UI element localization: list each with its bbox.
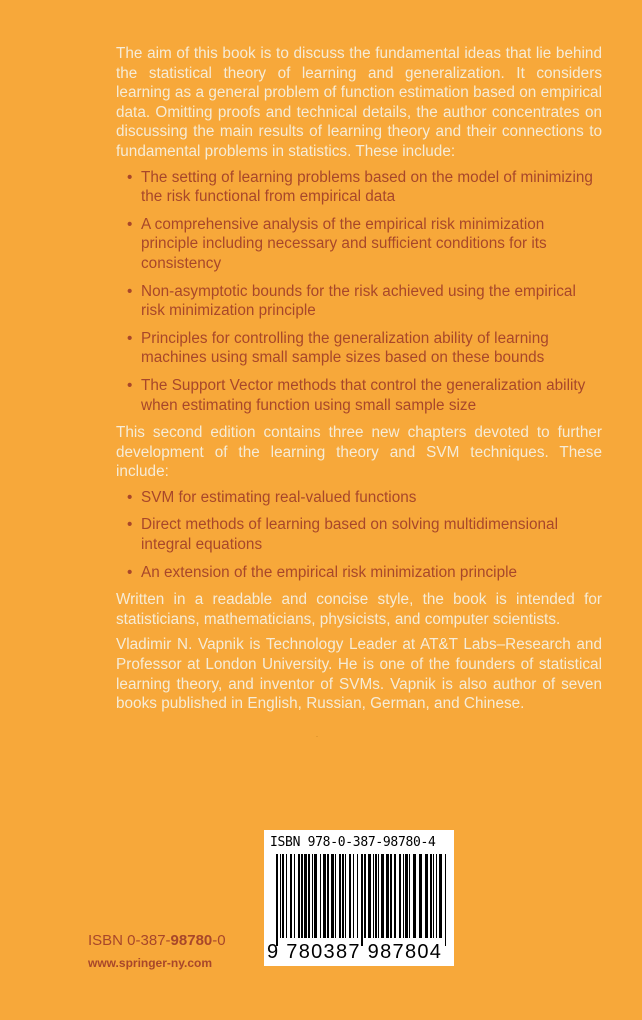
barcode-bar: [439, 854, 442, 938]
barcode: [264, 830, 454, 966]
list-item: • Non-asymptotic bounds for the risk achieved using the empirical risk minimization principle: [116, 282, 602, 321]
list-item: • The Support Vector methods that control the generalization ability when estimating function using small sample size: [116, 376, 602, 415]
second-edition-paragraph: This second edition contains three new chapters devoted to further development of the learning theory and SVM techniques. These include:: [116, 424, 602, 481]
list-item: • The setting of learning problems based on the model of minimizing the risk functional from empirical data: [116, 168, 602, 207]
barcode-bar: [425, 854, 428, 938]
barcode-bar: [342, 854, 344, 938]
isbn-prefix: ISBN 0-387-: [88, 932, 171, 949]
barcode-bar: [335, 854, 336, 938]
isbn-suffix: -0: [212, 932, 226, 949]
barcode-bar: [280, 854, 281, 938]
barcode-bar: [399, 854, 401, 938]
barcode-bars: [264, 854, 454, 946]
barcode-bar: [312, 854, 313, 938]
barcode-isbn-label: ISBN 978-0-387-98780-4: [270, 835, 436, 850]
barcode-bar: [375, 854, 377, 938]
list-item: • Direct methods of learning based on solving multidimensional integral equations: [116, 515, 602, 554]
barcode-bar: [282, 854, 284, 938]
isbn-bold-part: 98780: [170, 932, 213, 949]
author-bio-paragraph: Vladimir N. Vapnik is Technology Leader at AT&T Labs–Research and Professor at London University. He is one of the founders of statistical learning theory, and inventor of SVMs. Vapnik is also author of seven books published in English, Russian, German, and Chinese.: [116, 636, 602, 713]
barcode-bar: [327, 854, 329, 938]
barcode-bar: [308, 854, 310, 938]
print-speck: [316, 736, 318, 737]
barcode-bar: [436, 854, 437, 938]
barcode-bar: [301, 854, 303, 938]
barcode-bar: [298, 854, 300, 938]
audience-paragraph: Written in a readable and concise style, the book is intended for statisticians, mathematicians, physicists, and computer scientists.: [116, 591, 602, 628]
barcode-bar: [403, 854, 404, 938]
list-item: • Principles for controlling the generalization ability of learning machines using small sample sizes based on these bounds: [116, 329, 602, 368]
barcode-bar: [353, 854, 354, 938]
topics-list: [116, 168, 602, 416]
barcode-bar: [320, 854, 321, 938]
barcode-bar: [386, 854, 389, 938]
barcode-bar: [290, 854, 292, 938]
barcode-bar: [323, 854, 326, 938]
barcode-bar: [378, 854, 379, 938]
list-item: • SVM for estimating real-valued functions: [116, 488, 602, 508]
barcode-digits: 9 780387 987804: [267, 941, 443, 963]
barcode-bar: [314, 854, 317, 938]
barcode-bar: [405, 854, 408, 938]
list-item: • An extension of the empirical risk minimization principle: [116, 563, 602, 583]
barcode-bar: [430, 854, 432, 938]
barcode-bar: [294, 854, 295, 938]
barcode-bar: [413, 854, 416, 938]
intro-paragraph: The aim of this book is to discuss the fundamental ideas that lie behind the statistical theory of learning and generalization. It considers learning as a general problem of function estimation based on empirical data. Omitting proofs and technical details, the author concentrates on discussing the main results of learning theory and their connections to fundamental problems in statistics. These include:: [116, 45, 602, 160]
barcode-bar: [394, 854, 396, 938]
list-item: • A comprehensive analysis of the empirical risk minimization principle including necessary and sufficient conditions for its consistency: [116, 215, 602, 274]
barcode-bar: [349, 854, 351, 938]
publisher-website: www.springer-ny.com: [88, 956, 213, 970]
barcode-bar: [390, 854, 392, 938]
barcode-bar: [433, 854, 434, 938]
barcode-bar: [445, 854, 446, 946]
barcode-bar: [357, 854, 358, 938]
barcode-bar: [331, 854, 334, 938]
barcode-bar: [381, 854, 384, 938]
barcode-bar: [419, 854, 422, 938]
barcode-bar: [361, 854, 363, 946]
new-chapters-list: [116, 488, 602, 582]
barcode-bar: [286, 854, 287, 938]
isbn-text: [88, 932, 226, 949]
barcode-bar: [409, 854, 410, 938]
barcode-bar: [373, 854, 374, 938]
barcode-bar: [364, 854, 366, 938]
cover-text: [116, 44, 602, 720]
barcode-bar: [339, 854, 341, 938]
barcode-bar: [368, 854, 371, 938]
barcode-bar: [276, 854, 278, 946]
barcode-bar: [304, 854, 307, 938]
barcode-bar: [345, 854, 346, 938]
